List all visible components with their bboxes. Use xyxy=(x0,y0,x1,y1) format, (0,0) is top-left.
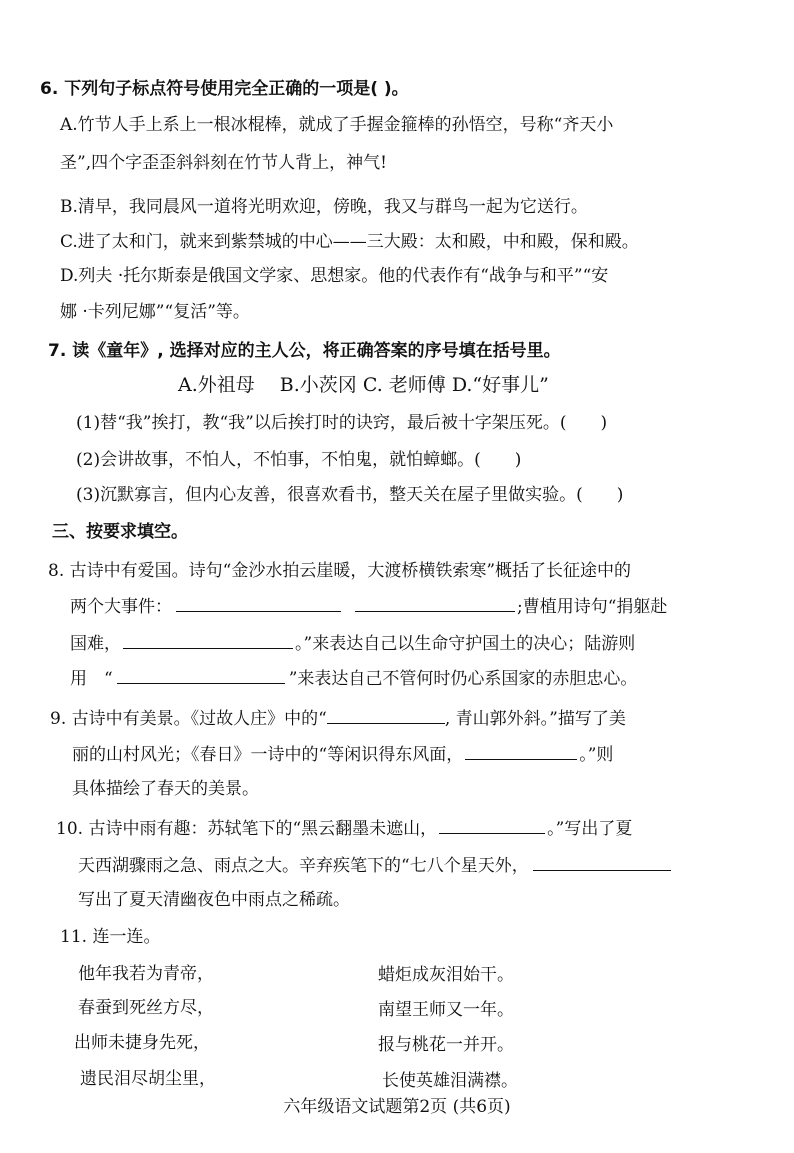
q9-line2-text-b: 。”则 xyxy=(579,745,614,765)
q10-line2-text: 天西湖骤雨之急、雨点之大。辛弃疾笔下的“七八个星天外， xyxy=(78,856,529,876)
q10-line2 xyxy=(78,855,671,877)
q8-blank-1[interactable] xyxy=(176,597,341,612)
q8-line3 xyxy=(70,633,635,655)
q11-left-3[interactable]: 出师未捷身先死， xyxy=(74,1033,210,1053)
q8-line4-text-a: 用 “ xyxy=(70,669,113,689)
page-footer: 六年级语文试题第2页 (共6页) xyxy=(283,1097,511,1117)
q6-option-d-line1: D.列夫 ·托尔斯泰是俄国文学家、思想家。他的代表作有“战争与和平”“安 xyxy=(60,266,609,286)
q11-right-2[interactable]: 南望王师又一年。 xyxy=(378,1000,514,1020)
q8-blank-2[interactable] xyxy=(355,597,515,612)
q11-right-4[interactable]: 长使英雄泪满襟。 xyxy=(382,1071,518,1091)
q6-option-a-line1: A.竹节人手上系上一根冰棍棒，就成了手握金箍棒的孙悟空，号称“齐天小 xyxy=(60,115,614,135)
q6-option-d-line2: 娜 ·卡列尼娜”“复活”等。 xyxy=(60,302,250,322)
q8-blank-3[interactable] xyxy=(123,634,293,649)
q11-right-3[interactable]: 报与桃花一并开。 xyxy=(378,1035,514,1055)
q6-title: 6. 下列句子标点符号使用完全正确的一项是( )。 xyxy=(40,79,409,99)
q8-line4-text-b: ”来表达自己不管何时仍心系国家的赤胆忠心。 xyxy=(288,669,638,689)
q6-option-a-line2: 圣”,四个字歪歪斜斜刻在竹节人背上，神气! xyxy=(60,153,387,173)
q7-item-1: (1)替“我”挨打，教“我”以后挨打时的诀窍，最后被十字架压死。( ) xyxy=(76,413,608,433)
q7-title: 7. 读《童年》, 选择对应的主人公，将正确答案的序号填在括号里。 xyxy=(48,341,561,361)
q11-title: 11. 连一连。 xyxy=(60,927,161,947)
q8-line1: 8. 古诗中有爱国。诗句“金沙水拍云崖暖，大渡桥横铁索寒”概括了长征途中的 xyxy=(48,561,632,581)
q11-left-1[interactable]: 他年我若为青帝， xyxy=(78,964,214,984)
q11-right-1[interactable]: 蜡炬成灰泪始干。 xyxy=(378,965,514,985)
q8-line3-text-b: 。”来表达自己以生命守护国土的决心；陆游则 xyxy=(295,634,636,654)
q10-line1 xyxy=(56,818,632,840)
q11-left-4[interactable]: 遗民泪尽胡尘里， xyxy=(80,1069,216,1089)
q9-line1 xyxy=(50,708,626,730)
section-3-title: 三、按要求填空。 xyxy=(52,522,188,542)
q10-blank-2[interactable] xyxy=(533,856,671,871)
q9-line1-text-a: 9. 古诗中有美景。《过故人庄》中的“ xyxy=(50,709,327,729)
q8-line2-text-b: ;曹植用诗句“捐躯赴 xyxy=(517,597,668,617)
q10-line1-text-a: 10. 古诗中雨有趣：苏轼笔下的“黑云翻墨未遮山， xyxy=(56,819,438,839)
q7-item-2: (2)会讲故事，不怕人，不怕事，不怕鬼，就怕蟑螂。( ) xyxy=(76,450,522,470)
q6-option-c: C.进了太和门，就来到紫禁城的中心——三大殿：太和殿，中和殿，保和殿。 xyxy=(60,232,639,252)
q10-line3: 写出了夏天清幽夜色中雨点之稀疏。 xyxy=(78,890,350,910)
q6-option-b: B.清早，我同晨风一道将光明欢迎，傍晚，我又与群鸟一起为它送行。 xyxy=(60,197,588,217)
q10-line1-text-b: 。”写出了夏 xyxy=(547,819,633,839)
q8-line4 xyxy=(70,668,637,690)
q9-blank-1[interactable] xyxy=(327,709,445,724)
q8-line2 xyxy=(70,596,667,618)
q10-blank-1[interactable] xyxy=(439,819,545,834)
q8-line3-text-a: 国难， xyxy=(70,634,121,654)
q9-line1-text-b: , 青山郭外斜。”描写了美 xyxy=(444,709,626,729)
q7-item-3: (3)沉默寡言，但内心友善，很喜欢看书，整天关在屋子里做实验。( ) xyxy=(76,485,624,505)
q8-line2-text-a: 两个大事件： xyxy=(70,597,172,617)
q9-line2 xyxy=(72,744,613,766)
q9-line2-text-a: 丽的山村风光；《春日》一诗中的“等闲识得东风面， xyxy=(72,745,464,765)
q11-left-2[interactable]: 春蚕到死丝方尽， xyxy=(78,998,214,1018)
q7-options: A.外祖母 B.小茨冈 C. 老师傅 D.“好事儿” xyxy=(178,374,549,396)
q8-blank-4[interactable] xyxy=(117,669,285,684)
q9-blank-2[interactable] xyxy=(465,745,577,760)
q9-line3: 具体描绘了春天的美景。 xyxy=(72,779,259,799)
